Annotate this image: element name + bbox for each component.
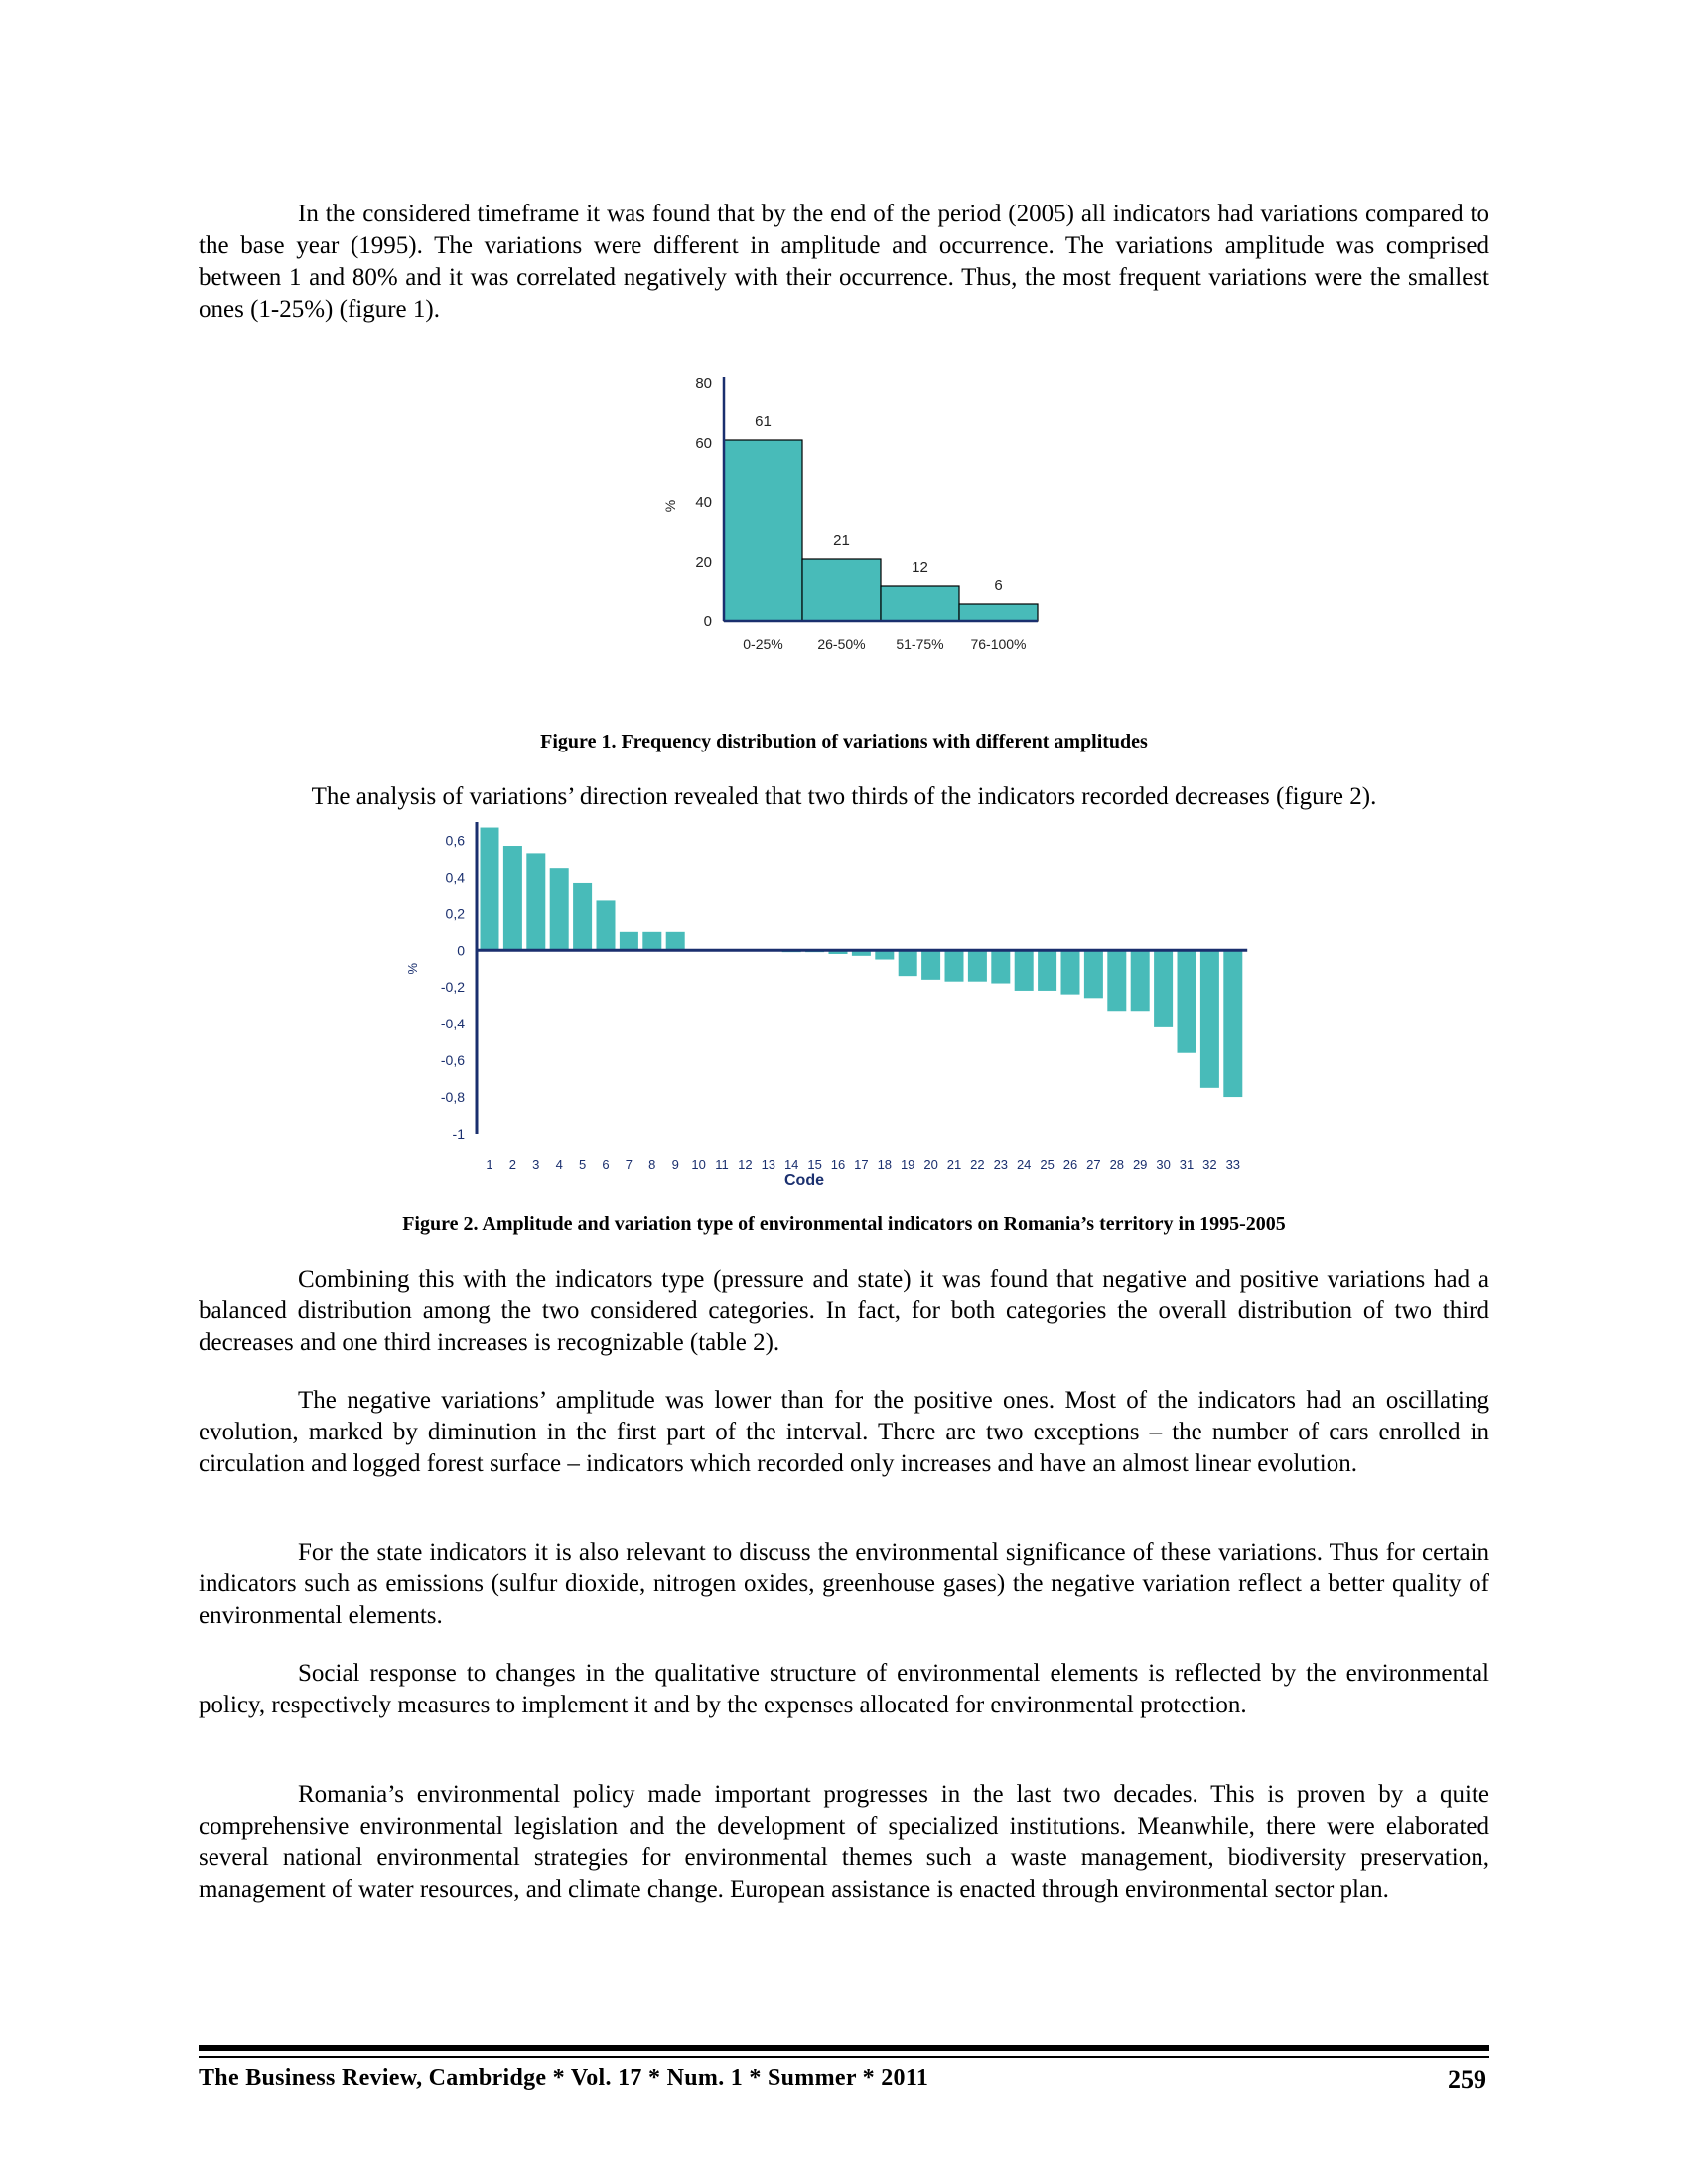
figure-2-chart <box>397 812 1251 1199</box>
fig2-bar <box>666 932 685 950</box>
fig2-x-tick-label: 24 <box>1016 1158 1032 1172</box>
fig1-data-label: 61 <box>755 413 772 430</box>
fig2-bar <box>945 950 964 981</box>
paragraph-5: For the state indicators it is also relevant to discuss the environmental significance of these variations. Thus for certain indicators such as emissions (sulfur dioxide, nitrogen oxides, greenhouse gases) the negative variation reflect a better quality of environmental elements. <box>199 1539 1489 1629</box>
fig2-bar <box>1178 950 1196 1052</box>
fig2-x-tick-label: 10 <box>691 1158 706 1172</box>
fig1-y-tick-label: 20 <box>695 554 712 571</box>
fig2-x-tick-label: 11 <box>715 1158 729 1172</box>
figure-2-caption: Figure 2. Amplitude and variation type of environmental indicators on Romania’s territory in 1995-2005 <box>402 1213 1286 1235</box>
fig1-bar <box>724 440 802 621</box>
fig2-x-tick-label: 29 <box>1132 1158 1148 1172</box>
fig2-x-tick-label: 33 <box>1225 1158 1241 1172</box>
fig2-bar <box>597 900 616 950</box>
figure-1-chart <box>635 367 1072 665</box>
paragraph-1: In the considered timeframe it was found that by the end of the period (2005) all indicators had variations compared to the base year (1995). The variations were different in amplitude and occurrence. The variations amplitude was comprised between 1 and 80% and it was correlated negatively with their occurrence. Thus, the most frequent variations were the smallest ones (1-25%) (figure 1). <box>199 201 1489 323</box>
fig2-bar <box>1131 950 1150 1011</box>
fig1-y-tick-label: 80 <box>695 375 712 392</box>
page-number: 259 <box>1448 2065 1486 2094</box>
fig2-x-tick-label: 12 <box>738 1158 753 1172</box>
fig2-bar <box>1015 950 1034 991</box>
fig2-x-tick-label: 19 <box>900 1158 915 1172</box>
fig2-x-tick-label: 22 <box>970 1158 985 1172</box>
fig2-bar <box>1154 950 1173 1027</box>
fig1-data-label: 12 <box>912 559 928 576</box>
fig2-x-tick-label: 3 <box>532 1158 540 1172</box>
fig2-bar <box>1084 950 1103 998</box>
fig2-x-tick-label: 17 <box>854 1158 869 1172</box>
paragraph-6: Social response to changes in the qualitative structure of environmental elements is reflected by the environmental policy, respectively measures to implement it and by the expenses allocated for environmental protection. <box>199 1660 1489 1718</box>
fig2-bar <box>1038 950 1056 991</box>
fig2-bar <box>1061 950 1080 994</box>
fig2-y-tick-label: 0,2 <box>445 905 465 922</box>
fig1-y-tick-label: 60 <box>695 435 712 452</box>
fig2-x-tick-label: 6 <box>602 1158 610 1172</box>
fig2-bar <box>642 932 661 950</box>
fig2-x-tick-label: 32 <box>1202 1158 1217 1172</box>
fig2-x-axis-label: Code <box>784 1172 824 1189</box>
paragraph-4: The negative variations’ amplitude was lower than for the positive ones. Most of the indicators had an oscillating evolution, marked by diminution in the first part of the interval. There are two exceptions – the number of cars enrolled in circulation and logged forest surface – indicators which recorded only increases and have an almost linear evolution. <box>199 1387 1489 1477</box>
fig2-bar <box>899 950 917 976</box>
fig2-x-tick-label: 23 <box>993 1158 1009 1172</box>
fig1-data-label: 6 <box>994 577 1003 594</box>
fig2-bar <box>620 932 638 950</box>
fig1-bar <box>881 586 959 621</box>
fig2-x-tick-label: 31 <box>1179 1158 1195 1172</box>
fig2-x-tick-label: 15 <box>807 1158 822 1172</box>
fig1-y-tick-label: 40 <box>695 494 712 511</box>
fig2-bar <box>1107 950 1126 1011</box>
fig2-y-tick-label: -0,2 <box>440 979 465 996</box>
fig2-x-tick-label: 13 <box>761 1158 776 1172</box>
fig2-x-tick-label: 8 <box>648 1158 656 1172</box>
fig1-bar <box>959 604 1038 621</box>
fig2-x-tick-label: 27 <box>1086 1158 1101 1172</box>
fig2-bar <box>921 950 940 980</box>
fig2-x-tick-label: 1 <box>486 1158 493 1172</box>
fig2-y-tick-label: -0,8 <box>440 1089 465 1106</box>
fig2-x-tick-label: 5 <box>578 1158 587 1172</box>
fig2-y-tick-label: -1 <box>452 1126 465 1142</box>
fig2-y-tick-label: -0,6 <box>440 1052 465 1069</box>
fig1-data-label: 21 <box>833 532 850 549</box>
fig2-x-tick-label: 2 <box>508 1158 517 1172</box>
fig2-x-tick-label: 9 <box>671 1158 679 1172</box>
fig1-x-tick-label: 26-50% <box>817 636 866 652</box>
fig2-y-tick-label: 0,6 <box>445 832 465 849</box>
fig2-bar <box>1200 950 1219 1088</box>
fig2-x-tick-label: 16 <box>830 1158 846 1172</box>
paragraph-2: The analysis of variations’ direction revealed that two thirds of the indicators recorded decreases (figure 2). <box>311 783 1377 810</box>
fig2-bar <box>526 853 545 950</box>
fig2-x-tick-label: 18 <box>877 1158 893 1172</box>
fig1-bar <box>802 559 881 621</box>
fig1-x-tick-label: 51-75% <box>896 636 944 652</box>
fig1-x-tick-label: 0-25% <box>743 636 783 652</box>
fig2-y-tick-label: 0,4 <box>445 869 465 886</box>
fig2-bar <box>991 950 1010 983</box>
fig2-x-tick-label: 4 <box>555 1158 563 1172</box>
fig2-y-tick-label: -0,4 <box>440 1016 465 1032</box>
footer-rule-thin <box>199 2056 1489 2058</box>
figure-1-caption: Figure 1. Frequency distribution of variations with different amplitudes <box>540 731 1148 752</box>
fig2-x-tick-label: 14 <box>783 1158 799 1172</box>
footer-journal: The Business Review, Cambridge * Vol. 17 * Num. 1 * Summer * 2011 <box>199 2065 929 2091</box>
paragraph-3: Combining this with the indicators type (pressure and state) it was found that negative and positive variations had a balanced distribution among the two considered categories. In fact, for both categories the overall distribution of two third decreases and one third increases is recognizable (table 2). <box>199 1266 1489 1356</box>
footer-rule-thick <box>199 2045 1489 2051</box>
fig2-bar <box>573 883 592 950</box>
fig1-y-axis-label: % <box>662 499 678 513</box>
fig2-y-tick-label: 0 <box>457 942 465 959</box>
fig2-bar <box>1223 950 1242 1097</box>
fig2-x-tick-label: 20 <box>923 1158 938 1172</box>
fig2-x-tick-label: 21 <box>946 1158 962 1172</box>
fig2-x-tick-label: 28 <box>1109 1158 1125 1172</box>
fig1-x-tick-label: 76-100% <box>970 636 1027 652</box>
fig2-y-axis-label: % <box>405 962 420 975</box>
fig2-bar <box>503 846 522 950</box>
fig2-x-tick-label: 30 <box>1156 1158 1171 1172</box>
fig2-x-tick-label: 26 <box>1062 1158 1078 1172</box>
fig2-x-tick-label: 7 <box>625 1158 633 1172</box>
fig2-x-tick-label: 25 <box>1040 1158 1055 1172</box>
paragraph-7: Romania’s environmental policy made important progresses in the last two decades. This is proven by a quite comprehensive environmental legislation and the development of specialized institutions. Meanwhile, there were elaborated several national environmental strategies for environmental themes such a waste management, biodiversity preservation, management of water resources, and climate change. European assistance is enacted through environmental sector plan. <box>199 1781 1489 1903</box>
fig1-y-tick-label: 0 <box>703 614 712 630</box>
fig2-bar <box>550 868 569 950</box>
fig2-bar <box>481 828 499 951</box>
fig2-bar <box>968 950 987 981</box>
